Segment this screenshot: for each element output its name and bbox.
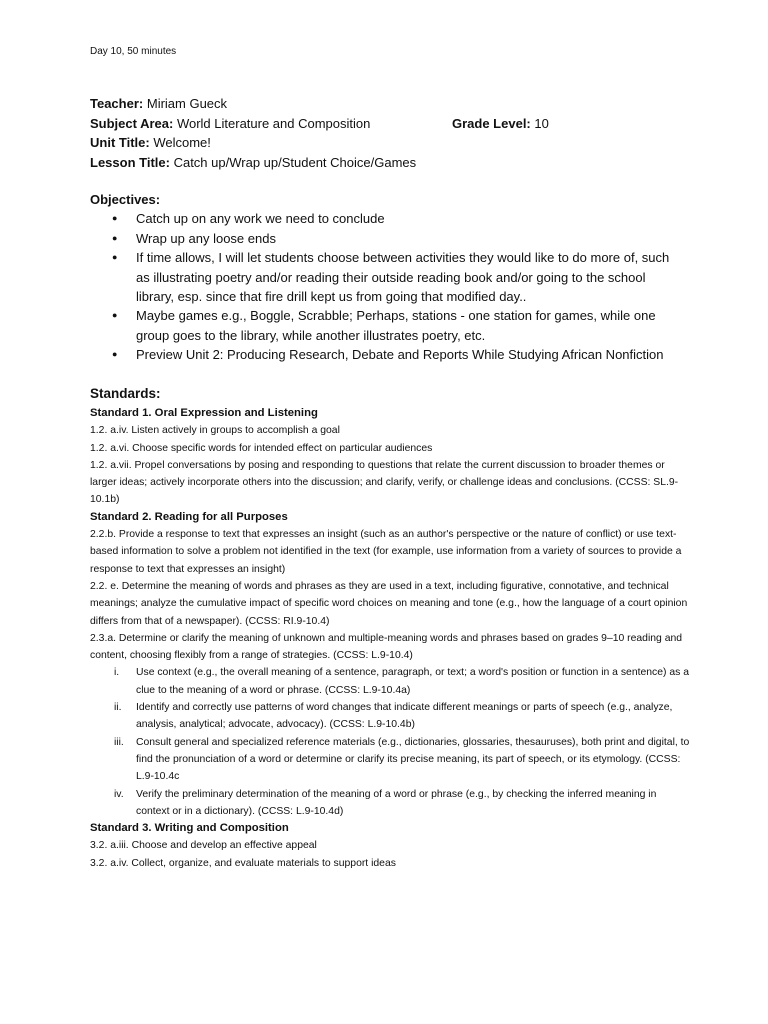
objective-item: ● Maybe games e.g., Boggle, Scrabble; Perhaps, stations - one station for games, while one group goes to the library, while another illustrates poetry, etc. <box>136 306 681 345</box>
standard-line: 1.2. a.vii. Propel conversations by posing and responding to questions that relate the current discussion to broader themes or larger ideas; actively incorporate others into the discussion; and clarify, verify, or challenge ideas and conclusions. (CCSS: SL.9-10.1b) <box>90 459 679 506</box>
lesson-label: Lesson Title: <box>90 154 170 170</box>
grade-label: Grade Level: <box>452 115 531 131</box>
standard-1-title: Standard 1. Oral Expression and Listening <box>90 407 318 419</box>
unit-value: Welcome! <box>153 135 211 150</box>
standards-title: Standards: <box>90 386 161 401</box>
objective-item: ● Wrap up any loose ends <box>136 229 681 248</box>
grade-value: 10 <box>534 115 549 131</box>
teacher-row <box>90 94 416 114</box>
standard-line: 2.2.b. Provide a response to text that expresses an insight (such as an author's perspective or the nature of conflict) or use text-based information to solve a problem not identified in the text (for example, use information from a variety of sources to provide a response to text that expresses an insight) <box>90 529 682 575</box>
sub-item <box>90 786 690 821</box>
objective-item: ● Preview Unit 2: Producing Research, Debate and Reports While Studying African Nonfiction <box>136 345 681 364</box>
sub-item-number: iii. <box>114 736 124 748</box>
unit-label: Unit Title: <box>90 135 150 150</box>
objectives-section <box>90 190 681 365</box>
subject-label: Subject Area: <box>90 115 174 131</box>
lesson-value: Catch up/Wrap up/Student Choice/Games <box>173 154 417 170</box>
objectives-list <box>90 209 681 364</box>
sub-item <box>90 734 690 786</box>
standard-3-title: Standard 3. Writing and Composition <box>90 822 289 835</box>
objective-item: ● If time allows, I will let students choose between activities they would like to do more of, such as illustrating poetry and/or reading their outside reading book and/or going to the school library, esp. since that fire drill kept us from going that modified day.. <box>136 248 681 306</box>
standard-line: 2.3.a. Determine or clarify the meaning of unknown and multiple-meaning words and phrases based on grades 9–10 reading and content, choosing flexibly from a range of strategies. (CCSS: L.9-10.4) <box>90 632 683 662</box>
sub-item-text: Consult general and specialized reference materials (e.g., dictionaries, glossaries, thesauruses), both print and digital, to find the pronunciation of a word or determine or clarify its precise meaning, its part of speech, or its etymology. (CCSS: L.9-10.4c <box>136 736 690 783</box>
day-line: Day 10, 50 minutes <box>90 46 177 57</box>
sub-item-text: Use context (e.g., the overall meaning of a sentence, paragraph, or text; a word's position or function in a sentence) as a clue to the meaning of a word or phrase. (CCSS: L.9-10.4a) <box>136 667 690 696</box>
sub-item-text: Verify the preliminary determination of the meaning of a word or phrase (e.g., by checking the inferred meaning in context or in a dictionary). (CCSS: L.9-10.4d) <box>136 788 657 817</box>
standard-line: 2.2. e. Determine the meaning of words and phrases as they are used in a text, including figurative, connotative, and technical meanings; analyze the cumulative impact of specific word choices on meaning and tone (e.g., how the language of a court opinion differs from that of a newspaper). (CCSS: RI.9-10.4) <box>90 580 688 627</box>
standard-line: 3.2. a.iii. Choose and develop an effective appeal <box>90 840 317 852</box>
sub-item-number: iv. <box>114 788 124 800</box>
subject-value: World Literature and Composition <box>176 115 371 131</box>
standards-section <box>90 383 690 872</box>
teacher-name: Miriam Gueck <box>146 96 228 111</box>
sub-item-number: ii. <box>114 702 122 714</box>
standard-line: 3.2. a.iv. Collect, organize, and evaluate materials to support ideas <box>90 857 396 869</box>
sub-item <box>90 664 690 699</box>
unit-row <box>90 133 416 153</box>
lesson-row <box>90 153 416 173</box>
sub-item-text: Identify and correctly use patterns of word changes that indicate different meanings or parts of speech (e.g., analyze, analysis, analytical; advocate, advocacy). (CCSS: L.9-10.4b) <box>136 702 673 731</box>
standard-line: 1.2. a.iv. Listen actively in groups to accomplish a goal <box>90 425 340 437</box>
sub-item <box>90 699 690 734</box>
standard-2-title: Standard 2. Reading for all Purposes <box>90 510 288 523</box>
standard-line: 1.2. a.vi. Choose specific words for intended effect on particular audiences <box>90 442 433 454</box>
sub-item-number: i. <box>114 667 120 679</box>
objectives-title: Objectives: <box>90 192 161 207</box>
grade-level <box>452 114 549 134</box>
subject-row <box>90 114 549 134</box>
objective-item: ● Catch up on any work we need to conclude <box>136 209 681 228</box>
lesson-header <box>90 94 549 172</box>
teacher-label: Teacher: <box>90 96 144 111</box>
